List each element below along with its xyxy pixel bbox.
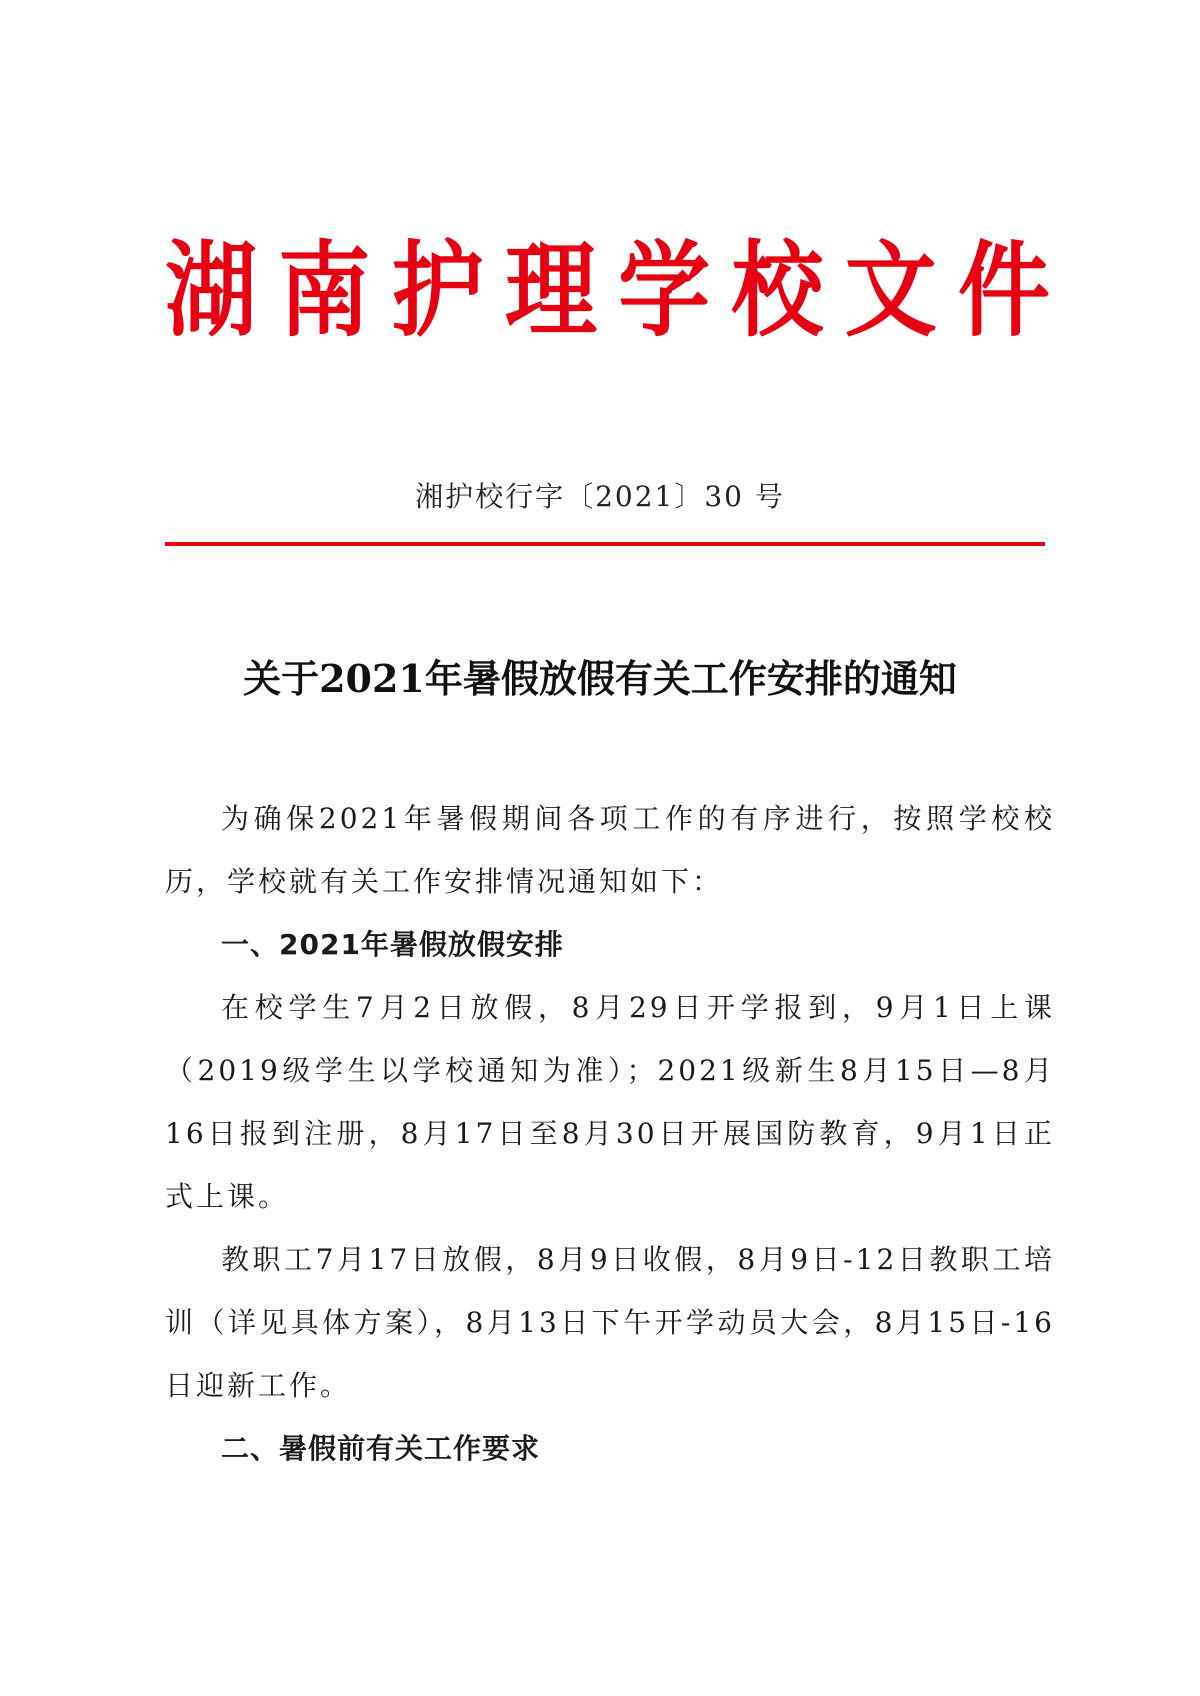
document-title: 关于2021年暑假放假有关工作安排的通知 [243,656,957,701]
masthead-char: 湖 [165,229,258,351]
masthead-char: 文 [844,229,937,351]
section-2-heading: 二、暑假前有关工作要求 [221,1432,541,1465]
red-divider-line [165,542,1045,546]
section-1-paragraph-1: 在校学生7月2日放假，8月29日开学报到，9月1日上课（2019级学生以学校通知为准）；2021级新生8月15日—8月16日报到注册，8月17日至8月30日开展国防教育，9月1日正式上课。 [165,991,1055,1213]
section-1-heading: 一、2021年暑假放假安排 [221,928,564,961]
masthead-char: 南 [278,229,371,351]
section-1-paragraph-2: 教职工7月17日放假，8月9日收假，8月9日-12日教职工培训（详见具体方案），8月13日下午开学动员大会，8月15日-16日迎新工作。 [165,1243,1055,1402]
masthead [165,225,1050,355]
intro-paragraph: 为确保2021年暑假期间各项工作的有序进行，按照学校校历，学校就有关工作安排情况通知如下： [165,802,1055,898]
masthead-char: 件 [957,229,1050,351]
masthead-char: 学 [618,229,711,351]
document-body [165,787,1055,1480]
document-number: 湘护校行字〔2021〕30 号 [415,480,785,513]
masthead-char: 理 [504,229,597,351]
masthead-char: 护 [391,229,484,351]
masthead-char: 校 [731,229,824,351]
